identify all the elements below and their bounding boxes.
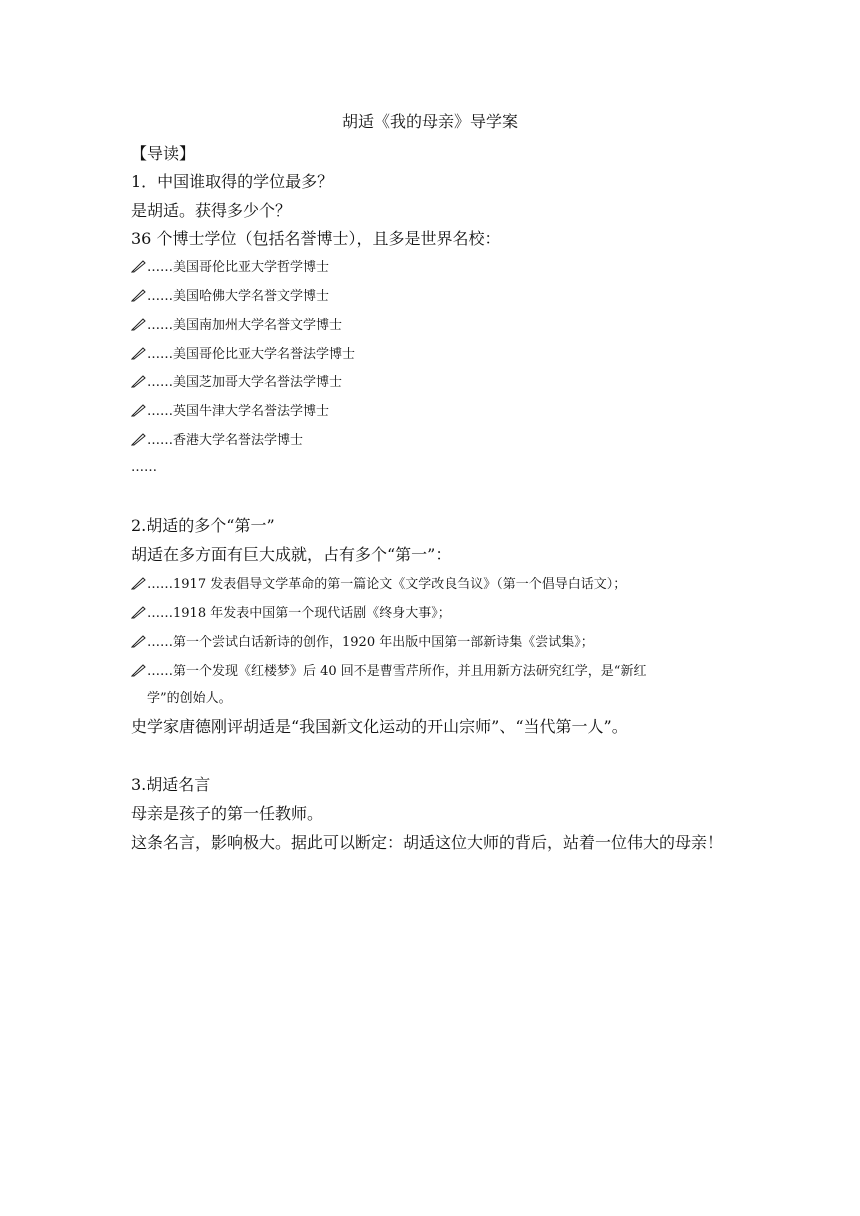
first-item bbox=[131, 604, 451, 624]
answer-1-degrees-intro: 36 个博士学位（包括名誉博士），且多是世界名校： bbox=[131, 229, 501, 248]
answer-1: 是胡适。获得多少个？ bbox=[131, 201, 292, 220]
degree-item-text: ……美国哈佛大学名誉文学博士 bbox=[147, 289, 330, 304]
question-1: 1．中国谁取得的学位最多？ bbox=[131, 172, 334, 191]
degree-item-text: ……美国哥伦比亚大学名誉法学博士 bbox=[147, 347, 356, 362]
first-item-text: ……1917 发表倡导文学革命的第一篇论文《文学改良刍议》（第一个倡导白话文）； bbox=[147, 577, 627, 592]
question-2: 2.胡适的多个“第一” bbox=[131, 516, 275, 535]
pen-nib-icon bbox=[131, 634, 147, 648]
tang-degang-quote: 史学家唐德刚评胡适是“我国新文化运动的开山宗师”、“当代第一人”。 bbox=[131, 717, 628, 736]
conclusion-paragraph: 这条名言，影响极大。据此可以断定：胡适这位大师的背后，站着一位伟大的母亲！ bbox=[131, 833, 724, 852]
first-item-text: ……1918 年发表中国第一个现代话剧《终身大事》； bbox=[147, 606, 451, 621]
pen-nib-icon bbox=[131, 432, 147, 446]
degree-item-text: ……英国牛津大学名誉法学博士 bbox=[147, 404, 330, 419]
degree-item bbox=[131, 345, 355, 365]
degree-item-text: ……香港大学名誉法学博士 bbox=[147, 433, 304, 448]
degree-item bbox=[131, 258, 329, 278]
degree-item bbox=[131, 316, 342, 336]
degree-item-text: ……美国芝加哥大学名誉法学博士 bbox=[147, 375, 343, 390]
degree-item bbox=[131, 373, 342, 393]
pen-nib-icon bbox=[131, 288, 147, 302]
degree-item bbox=[131, 402, 329, 422]
first-item bbox=[131, 662, 646, 682]
degree-item-text: ……美国哥伦比亚大学哲学博士 bbox=[147, 260, 330, 275]
answer-2: 胡适在多方面有巨大成就，占有多个“第一”： bbox=[131, 545, 452, 564]
first-item bbox=[131, 633, 594, 653]
famous-quote: 母亲是孩子的第一任教师。 bbox=[131, 804, 324, 823]
degree-item-text: ……美国南加州大学名誉文学博士 bbox=[147, 318, 343, 333]
first-item-text: ……第一个尝试白话新诗的创作，1920 年出版中国第一部新诗集《尝试集》； bbox=[147, 635, 594, 650]
degree-item bbox=[131, 287, 329, 307]
first-item bbox=[131, 575, 626, 595]
first-item-continuation: 学”的创始人。 bbox=[147, 691, 232, 706]
pen-nib-icon bbox=[131, 576, 147, 590]
section-guide-heading: 【导读】 bbox=[131, 144, 196, 163]
question-3: 3.胡适名言 bbox=[131, 775, 211, 794]
ellipsis: …… bbox=[131, 460, 157, 475]
pen-nib-icon bbox=[131, 403, 147, 417]
pen-nib-icon bbox=[131, 663, 147, 677]
pen-nib-icon bbox=[131, 259, 147, 273]
pen-nib-icon bbox=[131, 346, 147, 360]
pen-nib-icon bbox=[131, 317, 147, 331]
document-title: 胡适《我的母亲》导学案 bbox=[341, 112, 518, 131]
pen-nib-icon bbox=[131, 374, 147, 388]
pen-nib-icon bbox=[131, 605, 147, 619]
first-item-text: ……第一个发现《红楼梦》后 40 回不是曹雪芹所作，并且用新方法研究红学，是“新红 bbox=[147, 664, 647, 679]
degree-item bbox=[131, 431, 303, 451]
